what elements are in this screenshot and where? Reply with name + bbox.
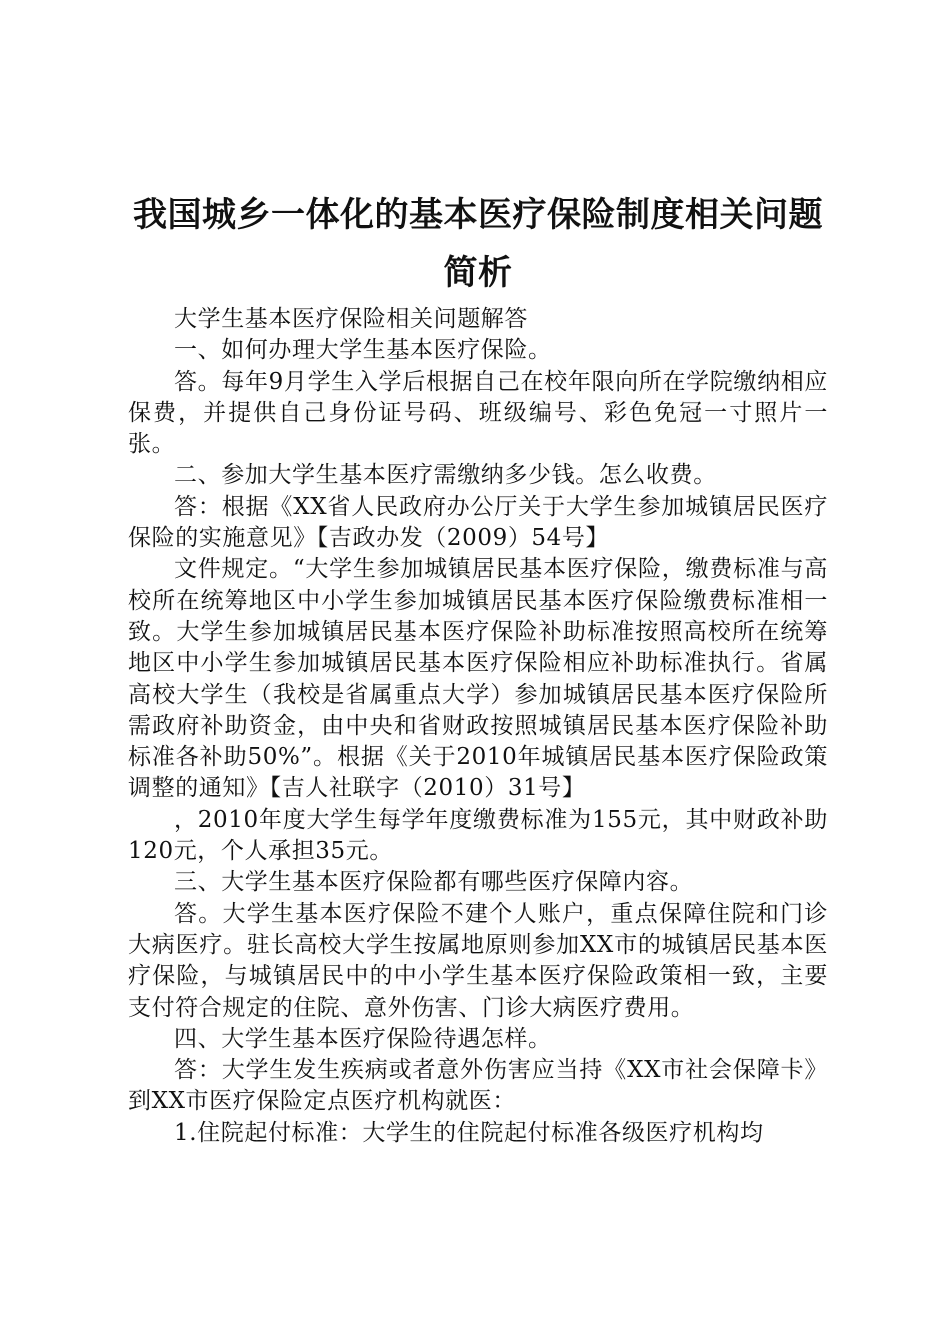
document-body [128, 304, 828, 1149]
title-line-1: 我国城乡一体化的基本医疗保险制度相关问题 [133, 195, 823, 235]
answer-2-fee: ，2010年度大学生每学年度缴费标准为155元，其中财政补助120元，个人承担35元。 [128, 806, 828, 865]
document-page [128, 186, 828, 1149]
answer-3: 答。大学生基本医疗保险不建个人账户，重点保障住院和门诊大病医疗。驻长高校大学生按属地原则参加XX市的城镇居民基本医疗保险，与城镇居民中的中小学生基本医疗保险政策相一致，主要支付符合规定的住院、意外伤害、门诊大病医疗费用。 [128, 900, 828, 1021]
answer-4: 答：大学生发生疾病或者意外伤害应当持《XX市社会保障卡》到XX市医疗保险定点医疗机构就医： [128, 1057, 828, 1115]
question-1: 一、如何办理大学生基本医疗保险。 [174, 337, 552, 364]
answer-2-regulation: 文件规定。“大学生参加城镇居民基本医疗保险，缴费标准与高校所在统筹地区中小学生参加城镇居民基本医疗保险缴费标准相一致。大学生参加城镇居民基本医疗保险补助标准按照高校所在统筹地区中小学生参加城镇居民基本医疗保险相应补助标准执行。省属高校大学生（我校是省属重点大学）参加城镇居民基本医疗保险所需政府补助资金，由中央和省财政按照城镇居民基本医疗保险补助标准各补助50%”。根据《关于2010年城镇居民基本医疗保险政策调整的通知》【吉人社联字（2010）31号】 [128, 556, 828, 802]
title-line-2: 简析 [443, 253, 513, 293]
question-4: 四、大学生基本医疗保险待遇怎样。 [174, 1025, 552, 1052]
document-title [128, 186, 828, 302]
answer-4-item-1: 1.住院起付标准：大学生的住院起付标准各级医疗机构均 [174, 1119, 764, 1146]
answer-2: 答：根据《XX省人民政府办公厅关于大学生参加城镇居民医疗保险的实施意见》【吉政办发（2009）54号】 [128, 493, 828, 552]
question-2: 二、参加大学生基本医疗需缴纳多少钱。怎么收费。 [174, 462, 717, 489]
paragraph-heading: 大学生基本医疗保险相关问题解答 [174, 306, 528, 332]
question-3: 三、大学生基本医疗保险都有哪些医疗保障内容。 [174, 869, 694, 896]
answer-1: 答。每年9月学生入学后根据自己在校年限向所在学院缴纳相应保费，并提供自己身份证号码、班级编号、彩色免冠一寸照片一张。 [128, 368, 828, 458]
